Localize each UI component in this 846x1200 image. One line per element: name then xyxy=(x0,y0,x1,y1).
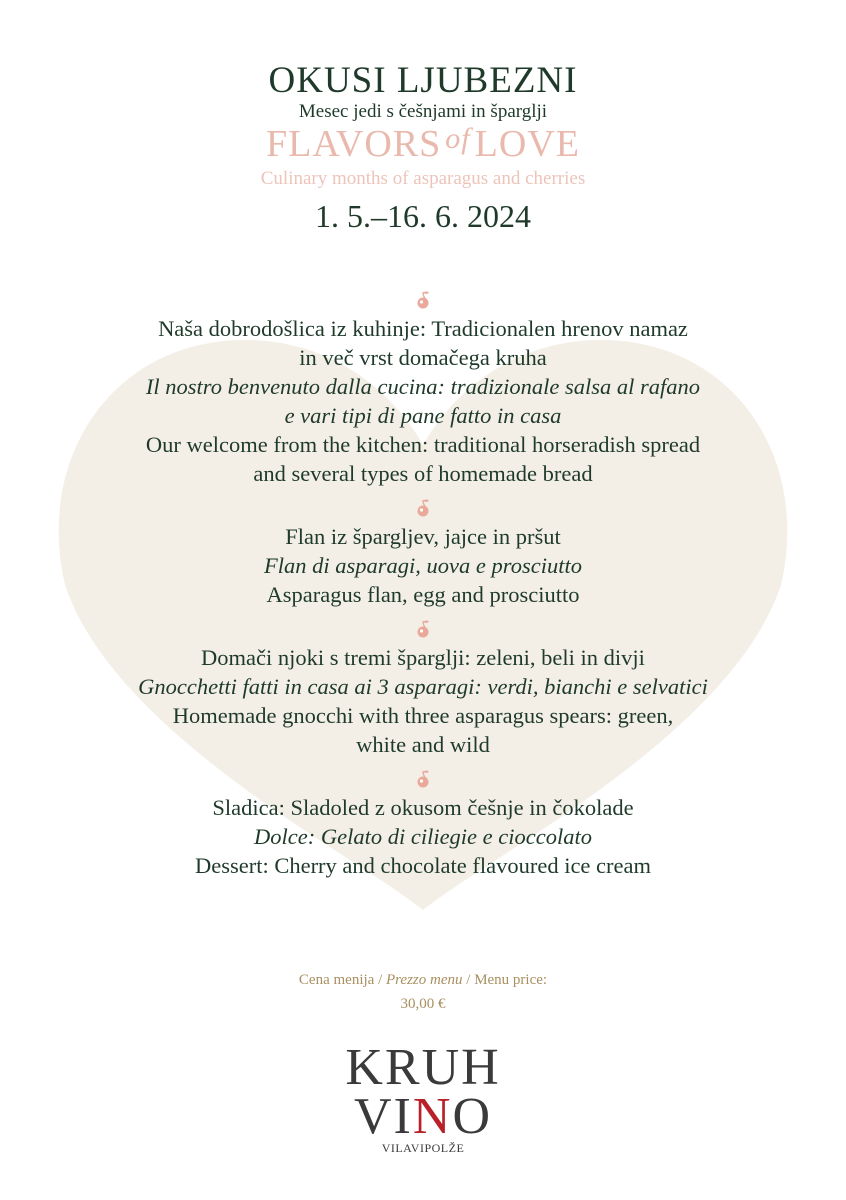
logo-line-2-a: VI xyxy=(354,1088,413,1145)
logo-line-2-c: O xyxy=(452,1088,492,1145)
menu-header xyxy=(0,60,846,241)
price-value: 30,00 € xyxy=(400,996,446,1012)
course-2 xyxy=(0,522,846,609)
title-english-part2: LOVE xyxy=(474,123,580,165)
price-labels xyxy=(0,968,846,992)
price-label-sl: Cena menija xyxy=(298,972,375,988)
course-3-en-line-1: Homemade gnocchi with three asparagus spears: green, xyxy=(172,703,674,728)
course-1 xyxy=(0,314,846,488)
menu-dates: 1. 5.–16. 6. 2024 xyxy=(315,198,531,234)
kruh-vino-logo xyxy=(0,1039,846,1156)
menu-courses xyxy=(0,290,846,880)
cherry-icon xyxy=(415,619,431,639)
price-separator-1: / xyxy=(378,972,383,988)
course-1-en-line-1: Our welcome from the kitchen: traditional horseradish spread xyxy=(145,432,701,457)
course-1-en-line-2: and several types of homemade bread xyxy=(253,461,593,486)
menu-price xyxy=(0,968,846,1016)
course-1-sl-line-2: in več vrst domačega kruha xyxy=(299,345,547,370)
course-2-en-line-1: Asparagus flan, egg and prosciutto xyxy=(266,582,580,607)
logo-line-1: KRUH xyxy=(345,1039,501,1096)
title-english-part1: FLAVORS xyxy=(266,123,442,165)
cherry-icon xyxy=(415,498,431,518)
price-label-en: Menu price: xyxy=(474,972,548,988)
logo-line-3: VILAVIPOLŽE xyxy=(381,1141,465,1155)
course-1-sl-line-1: Naša dobrodošlica iz kuhinje: Tradicionalen hrenov namaz xyxy=(158,316,688,341)
logo-line-2-red: N xyxy=(412,1088,453,1145)
subtitle-slovenian: Mesec jedi s češnjami in šparglji xyxy=(298,101,548,122)
title-slovenian: OKUSI LJUBEZNI xyxy=(268,60,578,101)
course-1-it-line-2: e vari tipi di pane fatto in casa xyxy=(284,403,562,428)
price-separator-2: / xyxy=(466,972,471,988)
course-4-en-line-1: Dessert: Cherry and chocolate flavoured ice cream xyxy=(194,853,652,878)
course-3 xyxy=(0,643,846,759)
logo-line-2 xyxy=(0,1088,846,1145)
course-4 xyxy=(0,793,846,880)
course-2-it-line-1: Flan di asparagi, uova e prosciutto xyxy=(264,553,582,578)
course-4-sl-line-1: Sladica: Sladoled z okusom češnje in čokolade xyxy=(212,795,634,820)
course-3-it-line-1: Gnocchetti fatti in casa ai 3 asparagi: verdi, bianchi e selvatici xyxy=(138,674,708,699)
course-1-it-line-1: Il nostro benvenuto dalla cucina: tradizionale salsa al rafano xyxy=(145,374,701,399)
cherry-icon xyxy=(415,769,431,789)
course-3-en-line-2: white and wild xyxy=(356,732,490,757)
cherry-icon xyxy=(415,290,431,310)
course-4-it-line-1: Dolce: Gelato di ciliegie e cioccolato xyxy=(254,824,592,849)
course-2-sl-line-1: Flan iz špargljev, jajce in pršut xyxy=(285,524,561,549)
title-english xyxy=(0,122,846,169)
price-label-it: Prezzo menu xyxy=(385,972,463,988)
title-english-of: of xyxy=(445,122,471,155)
course-3-sl-line-1: Domači njoki s tremi šparglji: zeleni, beli in divji xyxy=(201,645,645,670)
subtitle-english: Culinary months of asparagus and cherries xyxy=(260,168,586,189)
